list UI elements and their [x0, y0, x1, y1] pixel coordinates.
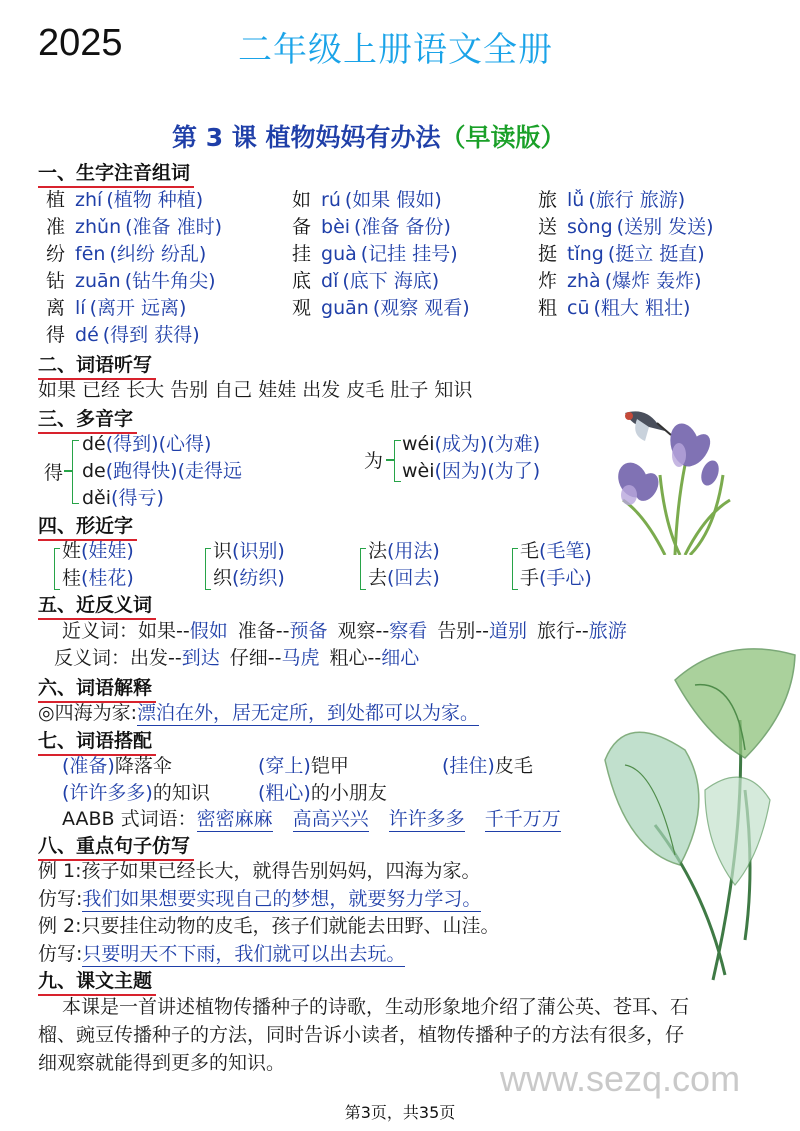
similar-char-word: (毛笔)	[539, 540, 592, 562]
word-b: 预备	[289, 620, 328, 642]
term-explanation	[38, 698, 479, 725]
iris-bird-illustration	[605, 405, 740, 555]
similar-char	[368, 536, 440, 563]
similar-char-word: (娃娃)	[81, 540, 134, 562]
synonyms-line	[62, 616, 637, 643]
polyphone-pinyin: děi	[82, 487, 112, 509]
similar-char-base: 手	[520, 567, 540, 589]
entry-char: 粗	[538, 297, 558, 319]
year-label: 2025	[38, 22, 123, 64]
char-entry	[538, 239, 705, 266]
separator: --	[475, 620, 489, 642]
entry-char: 观	[292, 297, 312, 319]
section-heading-9: 九、课文主题	[38, 966, 152, 993]
theme-line-1: 本课是一首讲述植物传播种子的诗歌，生动形象地介绍了蒲公英、苍耳、石	[62, 996, 690, 1018]
similar-char-word: (回去)	[387, 567, 440, 589]
word-a: 仔细	[229, 647, 268, 669]
entry-words: (记挂 挂号)	[360, 243, 458, 265]
polyphone-char-wei: 为	[364, 450, 384, 472]
polyphone-line	[82, 456, 242, 483]
pair-brace	[512, 548, 518, 590]
collocation-fill: (穿上)	[258, 755, 311, 777]
entry-pinyin: dé	[75, 324, 99, 346]
word-a: 粗心	[329, 647, 368, 669]
entry-words: (得到 获得)	[102, 324, 200, 346]
entry-words: (爆炸 轰炸)	[604, 270, 702, 292]
collocation-rest: 的小朋友	[310, 782, 387, 804]
collocation	[62, 778, 210, 805]
term-meaning: 漂泊在外，居无定所，到处都可以为家。	[136, 702, 479, 724]
pair-brace	[205, 548, 211, 590]
similar-char	[213, 536, 285, 563]
entry-pinyin: zhǔn	[75, 216, 122, 238]
theme-line-3: 细观察就能得到更多的知识。	[38, 1052, 286, 1074]
char-entry	[292, 266, 439, 293]
brace-wei	[394, 440, 401, 482]
section-heading-6: 六、词语解释	[38, 673, 152, 700]
similar-char-base: 法	[368, 540, 388, 562]
word-a: 准备	[237, 620, 276, 642]
polyphone-words: (得到)(心得)	[105, 433, 212, 455]
char-entry	[292, 185, 442, 212]
char-entry	[46, 320, 200, 347]
lesson-name: 第 3 课 植物妈妈有办法	[172, 123, 441, 152]
char-entry	[46, 239, 206, 266]
entry-words: (离开 远离)	[89, 297, 187, 319]
polyphone-line	[402, 429, 540, 456]
entry-pinyin: cū	[567, 297, 590, 319]
entry-words: (底下 海底)	[342, 270, 440, 292]
entry-pinyin: guà	[321, 243, 357, 265]
polyphone-line	[82, 429, 211, 456]
similar-char	[520, 563, 592, 590]
separator: --	[168, 647, 182, 669]
similar-char-word: (桂花)	[81, 567, 134, 589]
word-b: 马虎	[281, 647, 320, 669]
polyphone-words: (跑得快)(走得远	[105, 460, 242, 482]
word-b: 察看	[389, 620, 428, 642]
collocation	[62, 751, 172, 778]
aabb-label: AABB 式词语：	[62, 808, 197, 830]
word-a: 告别	[437, 620, 476, 642]
entry-words: (粗大 粗壮)	[593, 297, 691, 319]
document-title: 二年级上册语文全册	[238, 30, 553, 70]
entry-words: (准备 准时)	[125, 216, 222, 238]
separator: --	[267, 647, 282, 669]
collocation	[442, 751, 533, 778]
similar-char-word: (用法)	[387, 540, 440, 562]
section-heading-4: 四、形近字	[38, 511, 133, 538]
pair-brace	[54, 548, 60, 590]
entry-words: (纠纷 纷乱)	[109, 243, 207, 265]
polyphone-pinyin: wèi	[402, 460, 435, 482]
word-b: 道别	[489, 620, 528, 642]
separator: --	[575, 620, 589, 642]
imitation-sentence-1: 仿写:我们如果想要实现自己的梦想，就要努力学习。	[38, 888, 482, 910]
entry-char: 挂	[292, 243, 312, 265]
entry-char: 纷	[46, 243, 66, 265]
similar-char-base: 织	[213, 567, 233, 589]
polyphone-pinyin: de	[82, 460, 106, 482]
similar-char-base: 姓	[62, 540, 82, 562]
entry-pinyin: lí	[75, 297, 86, 319]
entry-char: 准	[46, 216, 66, 238]
entry-pinyin: lǚ	[567, 189, 585, 211]
polyphone-words: (因为)(为了)	[434, 460, 541, 482]
polyphone-char-de: 得	[44, 462, 64, 484]
word-b: 细心	[381, 647, 420, 669]
section-heading-2: 二、词语听写	[38, 350, 152, 377]
char-entry	[538, 212, 714, 239]
line-label: 反义词：	[54, 647, 131, 669]
collocation-fill: (粗心)	[258, 782, 311, 804]
entry-words: (挺立 挺直)	[607, 243, 705, 265]
entry-words: (准备 备份)	[354, 216, 451, 238]
similar-char	[62, 563, 134, 590]
watermark: www.sezq.com	[500, 1058, 741, 1099]
section-heading-8: 八、重点句子仿写	[38, 831, 190, 858]
entry-pinyin: tǐng	[567, 243, 604, 265]
char-entry	[292, 293, 470, 320]
char-entry	[46, 293, 186, 320]
section-heading-1: 一、生字注音组词	[38, 158, 190, 185]
entry-pinyin: sòng	[567, 216, 613, 238]
polyphone-pinyin: dé	[82, 433, 106, 455]
aabb-word: 高高兴兴	[292, 808, 369, 830]
polyphone-pinyin: wéi	[402, 433, 435, 455]
entry-pinyin: dǐ	[321, 270, 339, 292]
word-a: 观察	[337, 620, 376, 642]
char-entry	[46, 266, 216, 293]
entry-pinyin: zhà	[567, 270, 601, 292]
edition-label: （早读版）	[440, 123, 566, 152]
char-entry	[292, 239, 458, 266]
aabb-line	[62, 804, 581, 831]
collocation-rest: 的知识	[152, 782, 210, 804]
entry-char: 钻	[46, 270, 66, 292]
section-heading-3: 三、多音字	[38, 404, 133, 431]
entry-char: 旅	[538, 189, 558, 211]
aabb-word: 密密麻麻	[196, 808, 273, 830]
entry-pinyin: zhí	[75, 189, 103, 211]
entry-words: (观察 观看)	[372, 297, 470, 319]
char-entry	[538, 266, 702, 293]
leaf-illustration	[595, 640, 800, 985]
separator: --	[375, 620, 390, 642]
char-entry	[538, 185, 685, 212]
aabb-word: 许许多多	[388, 808, 465, 830]
term: ◎四海为家:	[38, 702, 137, 724]
char-entry	[292, 212, 451, 239]
entry-char: 送	[538, 216, 558, 238]
entry-words: (如果 假如)	[344, 189, 442, 211]
dictation-words: 如果 已经 长大 告别 自己 娃娃 出发 皮毛 肚子 知识	[38, 379, 473, 401]
collocation-rest: 降落伞	[114, 755, 172, 777]
entry-char: 得	[46, 324, 66, 346]
word-b: 到达	[181, 647, 220, 669]
word-b: 旅游	[588, 620, 627, 642]
similar-char	[520, 536, 592, 563]
section-heading-5: 五、近反义词	[38, 590, 152, 617]
antonyms-line	[54, 643, 429, 670]
entry-char: 离	[46, 297, 66, 319]
polyphone-line	[402, 456, 540, 483]
similar-char	[62, 536, 134, 563]
entry-words: (旅行 旅游)	[588, 189, 686, 211]
lesson-title	[172, 118, 566, 154]
similar-char	[368, 563, 440, 590]
collocation-fill: (许许多多)	[62, 782, 153, 804]
separator: --	[367, 647, 382, 669]
collocation-rest: 皮毛	[494, 755, 533, 777]
entry-pinyin: rú	[321, 189, 341, 211]
similar-char-base: 去	[368, 567, 388, 589]
similar-char-word: (纺织)	[232, 567, 285, 589]
entry-char: 底	[292, 270, 312, 292]
section-heading-7: 七、词语搭配	[38, 726, 152, 753]
example-sentence-1: 例 1:孩子如果已经长大，就得告别妈妈，四海为家。	[38, 860, 481, 882]
polyphone-line	[82, 483, 164, 510]
char-entry	[538, 293, 690, 320]
brace-de	[72, 440, 79, 504]
polyphone-words: (成为)(为难)	[434, 433, 541, 455]
word-a: 如果	[138, 620, 177, 642]
imitation-sentence-2: 仿写:只要明天不下雨，我们就可以出去玩。	[38, 943, 406, 965]
entry-pinyin: guān	[321, 297, 369, 319]
similar-char-word: (识别)	[232, 540, 285, 562]
similar-char	[213, 563, 285, 590]
entry-char: 挺	[538, 243, 558, 265]
char-entry	[46, 212, 222, 239]
entry-pinyin: fēn	[75, 243, 106, 265]
entry-pinyin: zuān	[75, 270, 121, 292]
entry-char: 炸	[538, 270, 558, 292]
page-footer: 第3页，共35页	[344, 1103, 456, 1122]
collocation	[258, 778, 387, 805]
collocation-fill: (挂住)	[442, 755, 495, 777]
similar-char-word: (手心)	[539, 567, 592, 589]
word-a: 旅行	[537, 620, 576, 642]
similar-char-base: 识	[213, 540, 233, 562]
char-entry	[46, 185, 203, 212]
entry-char: 植	[46, 189, 66, 211]
example-sentence-2: 例 2:只要挂住动物的皮毛，孩子们就能去田野、山洼。	[38, 915, 500, 937]
entry-pinyin: bèi	[321, 216, 351, 238]
polyphone-words: (得亏)	[111, 487, 164, 509]
line-label: 近义词：	[62, 620, 139, 642]
collocation	[258, 751, 349, 778]
word-b: 假如	[189, 620, 228, 642]
theme-line-2: 榴、豌豆传播种子的方法，同时告诉小读者，植物传播种子的方法有很多，仔	[38, 1024, 685, 1046]
similar-char-base: 桂	[62, 567, 82, 589]
word-a: 出发	[130, 647, 169, 669]
entry-char: 如	[292, 189, 312, 211]
collocation-fill: (准备)	[62, 755, 115, 777]
entry-words: (送别 发送)	[616, 216, 714, 238]
entry-words: (钻牛角尖)	[124, 270, 216, 292]
aabb-word: 千千万万	[484, 808, 561, 830]
similar-char-base: 毛	[520, 540, 540, 562]
entry-words: (植物 种植)	[106, 189, 204, 211]
separator: --	[275, 620, 290, 642]
entry-char: 备	[292, 216, 312, 238]
pair-brace	[360, 548, 366, 590]
separator: --	[176, 620, 190, 642]
collocation-rest: 铠甲	[310, 755, 349, 777]
